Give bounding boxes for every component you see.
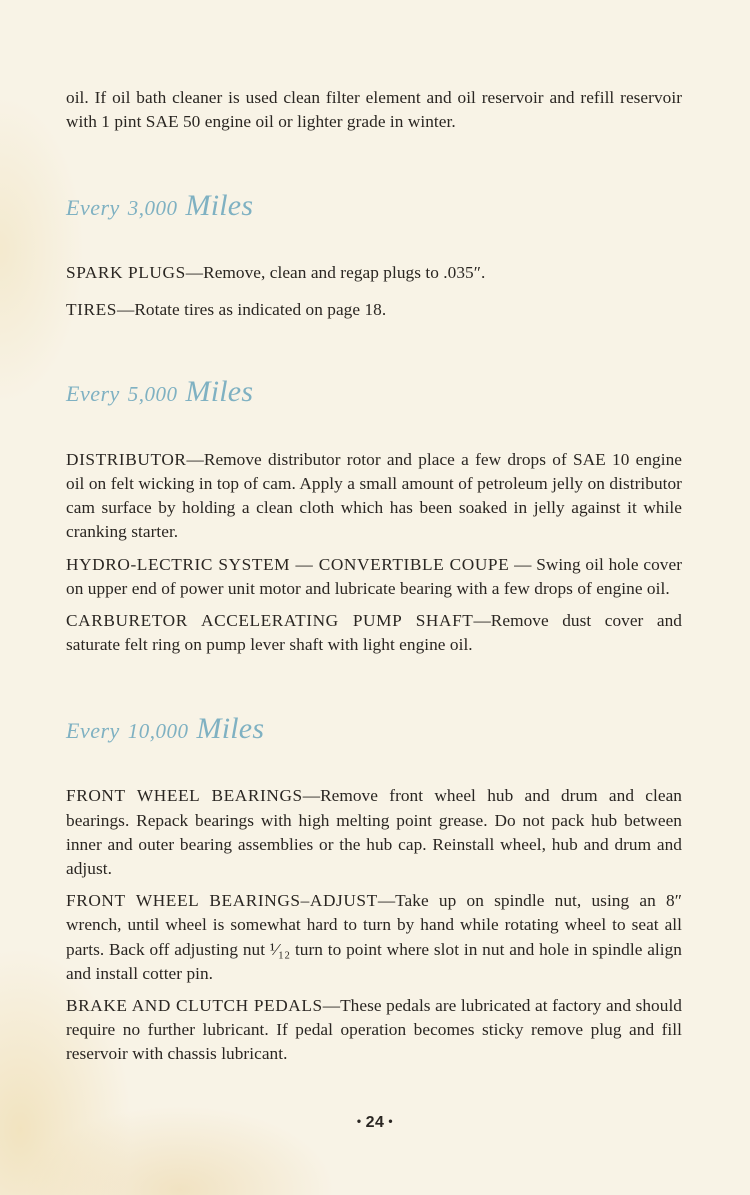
item-text: —Take up on spindle nut, using an 8″ wrench, until wheel is somewhat hard to turn by hand while rotating wheel to seat all parts. Back off adjusting nut ¹⁄₁₂ turn to point where slot in nut and hole in spindle align and install cotter pin. (66, 891, 683, 983)
item-text: —Rotate tires as indicated on page 18. (117, 299, 387, 319)
heading-mileage: 10,000 (127, 719, 189, 744)
item-title: FRONT WHEEL BEARINGS (66, 786, 303, 806)
heading-every: Every (66, 718, 120, 744)
maintenance-item (66, 784, 682, 881)
item-title: BRAKE AND CLUTCH PEDALS (66, 996, 323, 1016)
item-text: —Remove front wheel hub and drum and clean bearings. Repack bearings with high melting point grease. Do not pack hub between inner and outer bearing assemblies or the hub cap. Reinstall wheel, hub and drum and adjust. (66, 786, 683, 879)
maintenance-item (66, 298, 682, 322)
item-text: — Swing oil hole cover on upper end of power unit motor and lubricate bearing with a few drops of engine oil. (66, 554, 682, 598)
heading-miles: Miles (185, 189, 254, 223)
item-text: —These pedals are lubricated at factory and should require no further lubricant. If pedal operation becomes sticky remove plug and fill reservoir with chassis lubricant. (66, 996, 682, 1064)
item-title: DISTRIBUTOR (66, 449, 187, 469)
maintenance-item (66, 553, 682, 601)
section-heading-5000 (66, 375, 682, 409)
page-number-value: 24 (365, 1114, 385, 1131)
item-title: SPARK PLUGS (66, 263, 186, 283)
item-text: —Remove distributor rotor and place a few drops of SAE 10 engine oil on felt wicking in top of cam. Apply a small amount of petroleum jelly on distributor cam surface by holding a clean cloth which has been soaked in jelly against it while cranking starter. (66, 449, 682, 542)
maintenance-item (66, 994, 682, 1067)
maintenance-item (66, 609, 682, 657)
item-text: —Remove, clean and regap plugs to .035″. (185, 263, 486, 283)
heading-every: Every (66, 380, 120, 406)
heading-every: Every (66, 195, 120, 221)
heading-miles: Miles (196, 712, 265, 746)
intro-paragraph: oil. If oil bath cleaner is used clean filter element and oil reservoir and refill reservoir with 1 pint SAE 50 engine oil or lighter grade in winter. (66, 88, 682, 132)
item-title: TIRES (66, 299, 118, 319)
section-heading-3000 (66, 189, 682, 223)
section-heading-10000 (66, 712, 682, 746)
page-content (66, 86, 682, 1067)
page-number (0, 1114, 750, 1132)
maintenance-item (66, 889, 682, 986)
item-text: —Remove dust cover and saturate felt ring on pump lever shaft with light engine oil. (66, 611, 682, 655)
heading-mileage: 5,000 (127, 381, 178, 406)
item-title: FRONT WHEEL BEARINGS–ADJUST (66, 891, 378, 911)
heading-miles: Miles (185, 374, 254, 408)
heading-mileage: 3,000 (127, 196, 178, 221)
item-title: CARBURETOR ACCELERATING PUMP SHAFT (66, 611, 474, 631)
item-title: HYDRO-LECTRIC SYSTEM — CONVERTIBLE COUPE (66, 554, 510, 574)
page-number-bullet-left: • (356, 1114, 362, 1128)
page-number-bullet-right: • (388, 1114, 394, 1128)
maintenance-item (66, 261, 682, 285)
maintenance-item (66, 448, 682, 545)
